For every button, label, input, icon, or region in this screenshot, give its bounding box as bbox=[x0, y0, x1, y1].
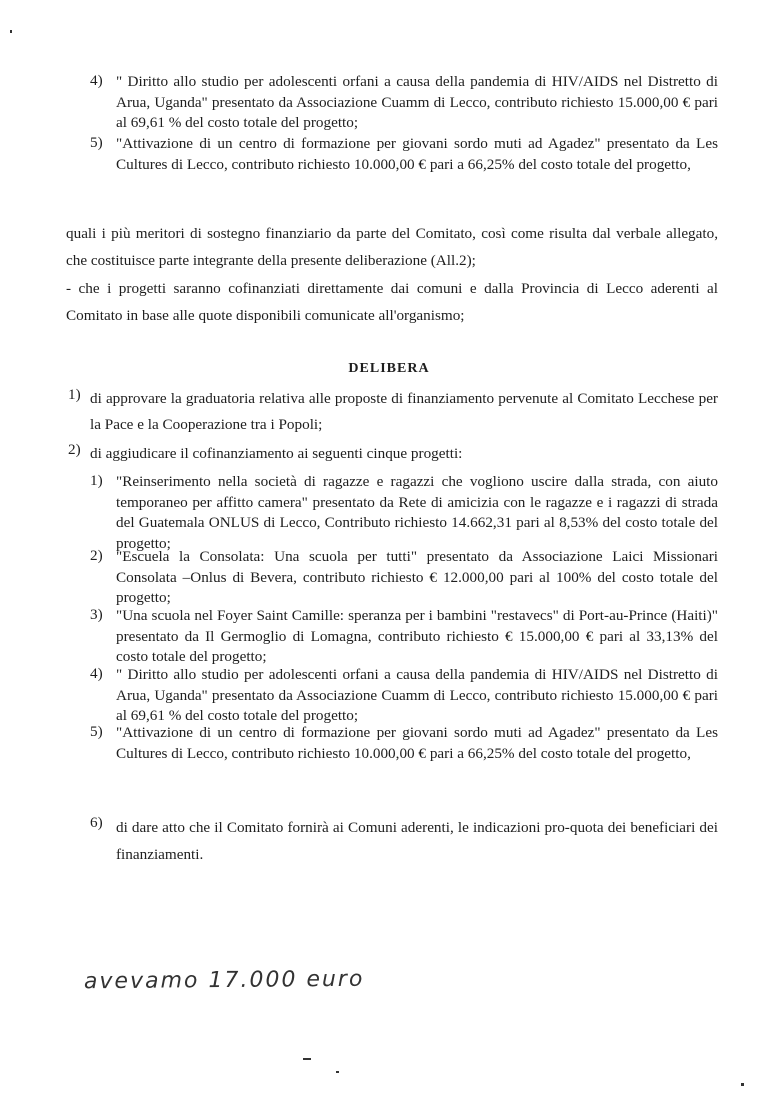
main-item-1 bbox=[68, 386, 720, 438]
project-item-4 bbox=[90, 665, 720, 727]
list-number: 1) bbox=[68, 386, 81, 403]
scan-speck bbox=[336, 1071, 339, 1073]
project-item-5 bbox=[90, 723, 720, 785]
list-number: 1) bbox=[90, 472, 103, 489]
list-number: 4) bbox=[90, 72, 103, 89]
list-number: 3) bbox=[90, 606, 103, 623]
main-item-2 bbox=[68, 441, 720, 465]
list-number: 5) bbox=[90, 723, 103, 740]
main-item-6 bbox=[90, 814, 720, 874]
list-item-text: "Una scuola nel Foyer Saint Camille: speranza per i bambini "restavecs" di Port-au-Prince (Haiti)" presentato da Il Germoglio di Lomagna, contributo richiesto € 15.000,00 € pari al 33,13% del costo totale del progetto; bbox=[116, 607, 718, 665]
list-number: 5) bbox=[90, 134, 103, 151]
list-number: 6) bbox=[90, 814, 103, 831]
top-list-item-4 bbox=[90, 72, 720, 134]
project-item-2 bbox=[90, 547, 720, 609]
list-item-text: "Attivazione di un centro di formazione per giovani sordo muti ad Agadez" presentato da Les Cultures di Lecco, contributo richiesto 10.000,00 € pari a 66,25% del costo totale del progetto, bbox=[116, 724, 718, 762]
top-list-item-5 bbox=[90, 134, 720, 196]
paragraph-meritori: quali i più meritori di sostegno finanziario da parte del Comitato, così come risulta dal verbale allegato, che costituisce parte integrante della presente deliberazione (All.2); bbox=[66, 225, 718, 269]
list-item-text: di dare atto che il Comitato fornirà ai Comuni aderenti, le indicazioni pro-quota dei beneficiari dei finanziamenti. bbox=[116, 819, 718, 863]
list-item-text: " Diritto allo studio per adolescenti orfani a causa della pandemia di HIV/AIDS nel Distretto di Arua, Uganda" presentato da Associazione Cuamm di Lecco, contributo richiesto 15.000,00 € pari al 69,61 % del costo totale del progetto; bbox=[116, 73, 718, 131]
delibera-title: DELIBERA bbox=[348, 361, 430, 376]
paragraph-cofinanziati: - che i progetti saranno cofinanziati direttamente dai comuni e dalla Provincia di Lecco aderenti al Comitato in base alle quote disponibili comunicate all'organismo; bbox=[66, 280, 718, 324]
list-item-text: di approvare la graduatoria relativa alle proposte di finanziamento pervenute al Comitato Lecchese per la Pace e la Cooperazione tra i Popoli; bbox=[90, 390, 718, 433]
list-item-text: " Diritto allo studio per adolescenti orfani a causa della pandemia di HIV/AIDS nel Distretto di Arua, Uganda" presentato da Associazione Cuamm di Lecco, contributo richiesto 15.000,00 € pari al 69,61 % del costo totale del progetto; bbox=[116, 666, 718, 724]
project-item-1 bbox=[90, 472, 720, 552]
list-item-text: di aggiudicare il cofinanziamento ai seguenti cinque progetti: bbox=[90, 445, 463, 462]
list-item-text: "Escuela la Consolata: Una scuola per tutti" presentato da Associazione Laici Missionari Consolata –Onlus di Bevera, contributo richiesto € 12.000,00 pari al 100% del costo totale del progetto; bbox=[116, 548, 718, 606]
scan-speck bbox=[10, 30, 12, 33]
list-number: 4) bbox=[90, 665, 103, 682]
scan-speck bbox=[303, 1058, 311, 1060]
project-item-3 bbox=[90, 606, 720, 668]
list-item-text: "Reinserimento nella società di ragazze e ragazzi che vogliono uscire dalla strada, con aiuto temporaneo per affitto camera" presentato da Rete di amicizia con le ragazze e i ragazzi di strada del Guatemala ONLUS di Lecco, Contributo richiesto 14.662,31 pari al 8,53% del costo totale del progetto; bbox=[116, 473, 718, 552]
handwritten-note: avevamo 17.000 euro bbox=[83, 966, 365, 995]
list-item-text: "Attivazione di un centro di formazione per giovani sordo muti ad Agadez" presentato da Les Cultures di Lecco, contributo richiesto 10.000,00 € pari a 66,25% del costo totale del progetto, bbox=[116, 135, 718, 173]
scan-speck bbox=[741, 1083, 744, 1086]
list-number: 2) bbox=[90, 547, 103, 564]
list-number: 2) bbox=[68, 441, 81, 458]
